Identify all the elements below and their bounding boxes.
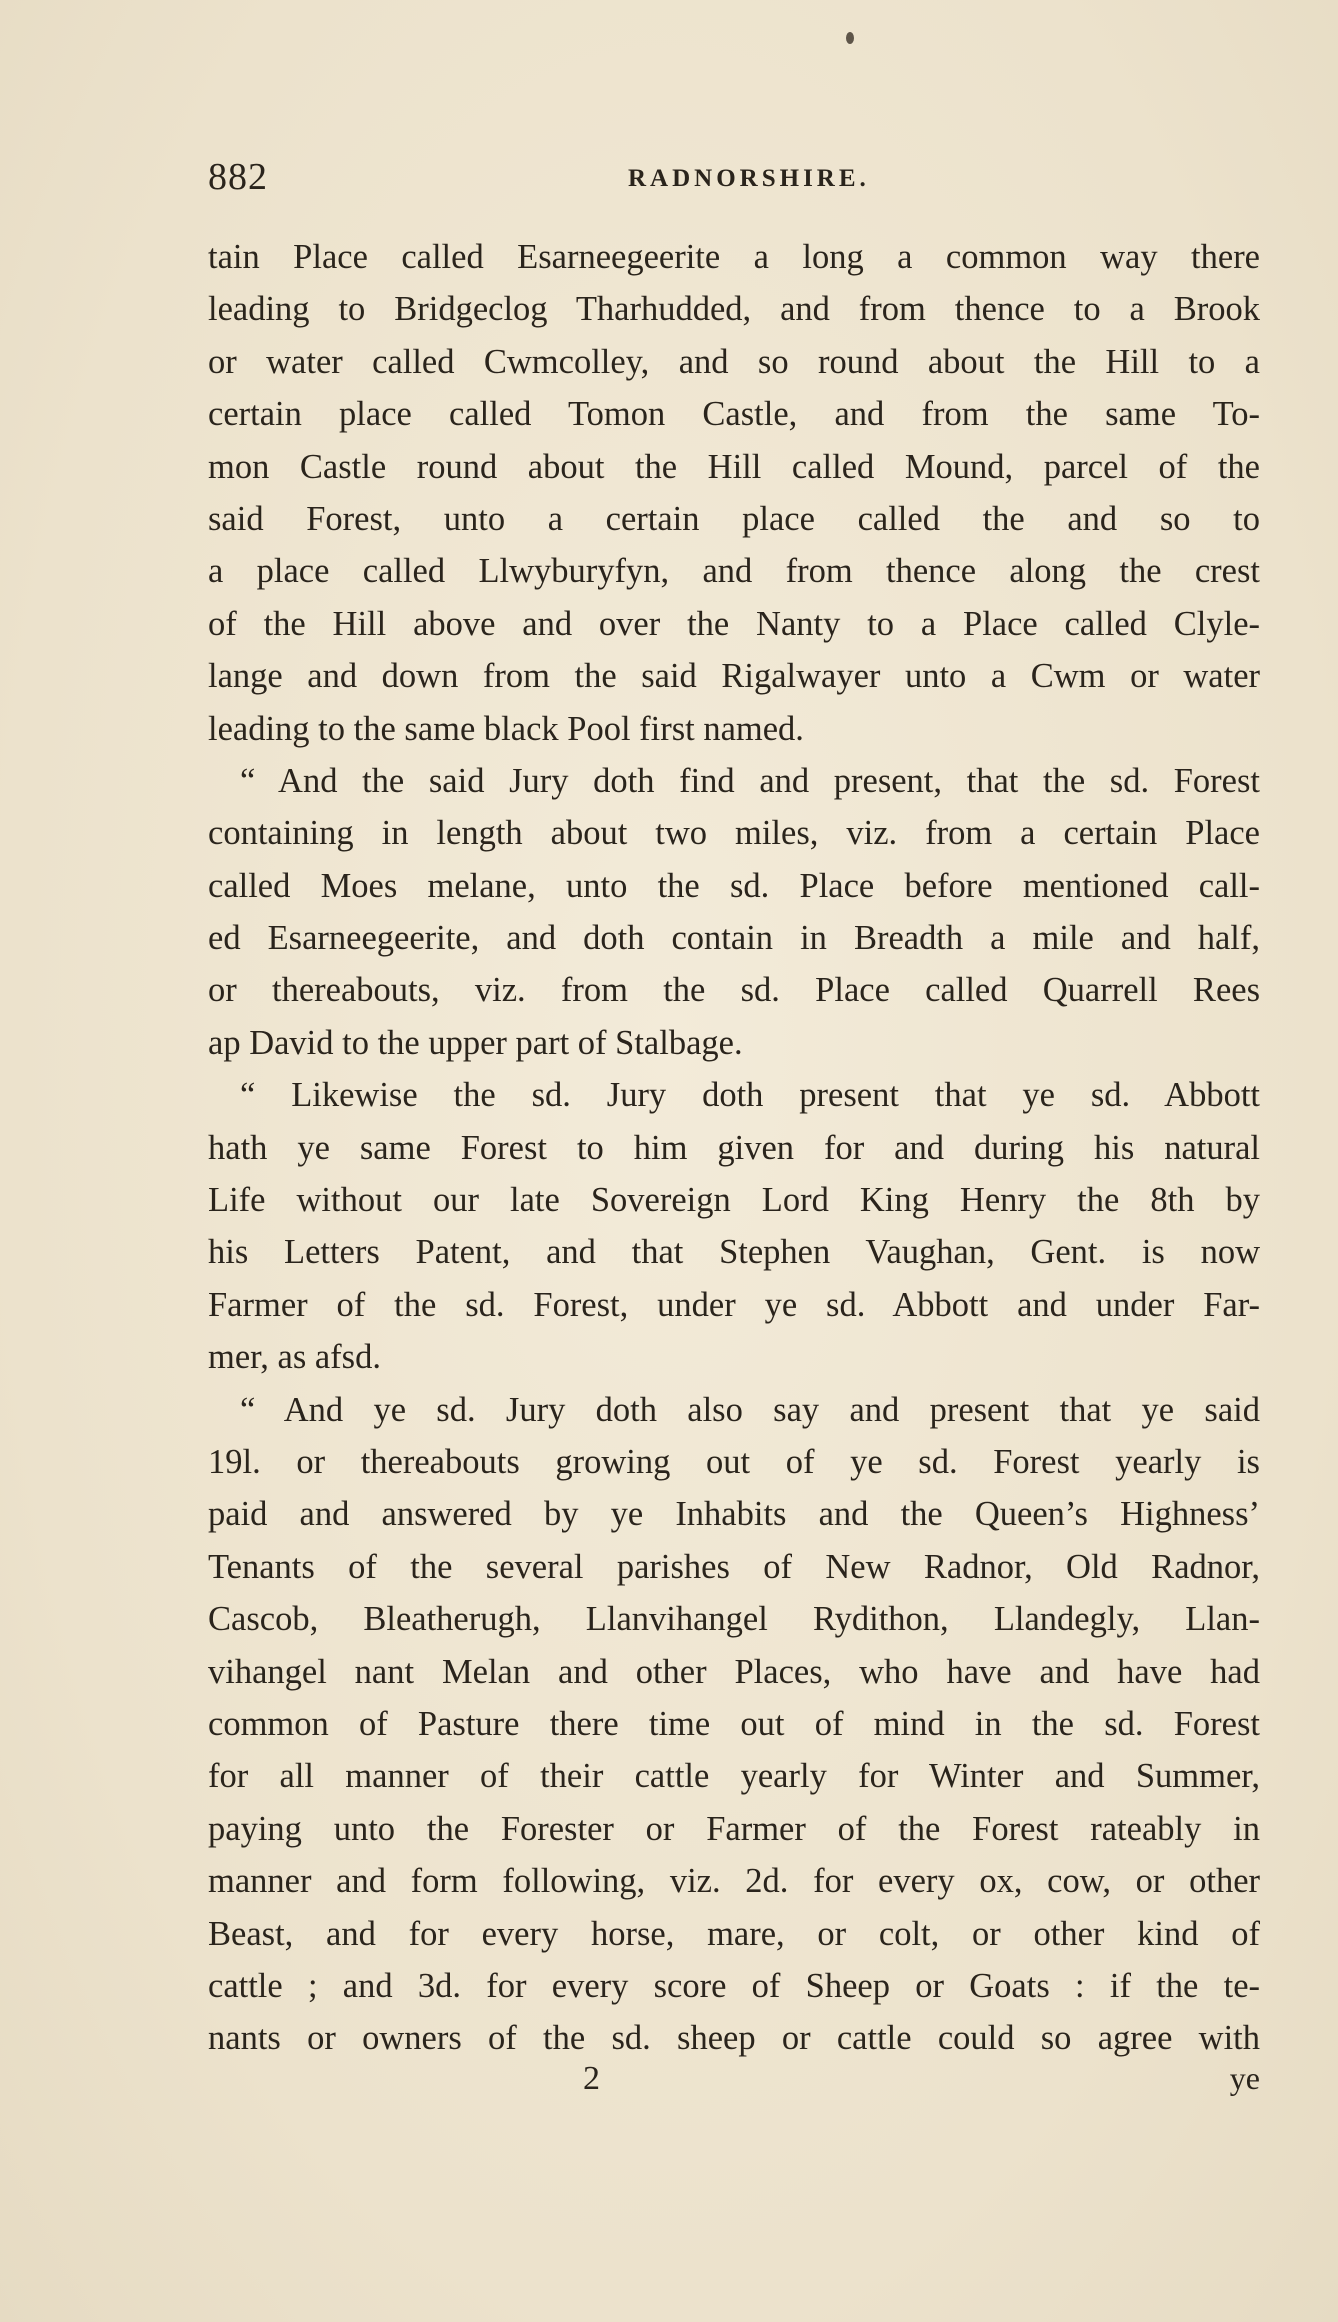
- text-line: of the Hill above and over the Nanty to a Place called Clyle-: [208, 604, 1260, 643]
- text-line: called Moes melane, unto the sd. Place before mentioned call-: [208, 866, 1260, 905]
- text-line: paid and answered by ye Inhabits and the Queen’s Highness’: [208, 1495, 1260, 1534]
- text-line: mer, as afsd.: [208, 1338, 381, 1377]
- text-line: mon Castle round about the Hill called Mound, parcel of the: [208, 447, 1260, 486]
- text-line: or water called Cwmcolley, and so round about the Hill to a: [208, 342, 1260, 381]
- running-head: RADNORSHIRE.: [628, 165, 870, 192]
- text-line: Farmer of the sd. Forest, under ye sd. Abbott and under Far-: [208, 1285, 1260, 1324]
- text-line: Tenants of the several parishes of New Radnor, Old Radnor,: [208, 1547, 1260, 1586]
- text-line: nants or owners of the sd. sheep or cattle could so agree with: [208, 2019, 1260, 2058]
- text-line: “ And the said Jury doth find and present, that the sd. Forest: [240, 761, 1260, 800]
- text-line: a place called Llwyburyfyn, and from thence along the crest: [208, 552, 1260, 591]
- signature-mark: 2: [583, 2060, 600, 2097]
- text-line: tain Place called Esarneegeerite a long a common way there: [208, 238, 1260, 276]
- text-line: common of Pasture there time out of mind in the sd. Forest: [208, 1704, 1260, 1743]
- text-line: ed Esarneegeerite, and doth contain in Breadth a mile and half,: [208, 919, 1260, 958]
- text-line: vihangel nant Melan and other Places, who have and have had: [208, 1652, 1260, 1691]
- text-line: lange and down from the said Rigalwayer unto a Cwm or water: [208, 657, 1260, 696]
- text-line: Beast, and for every horse, mare, or colt, or other kind of: [208, 1914, 1260, 1953]
- page-footer: [208, 2060, 1260, 2120]
- text-line: his Letters Patent, and that Stephen Vaughan, Gent. is now: [208, 1233, 1260, 1272]
- text-line: said Forest, unto a certain place called the and so to: [208, 499, 1260, 538]
- catchword: ye: [1229, 2060, 1260, 2096]
- text-line: 19l. or thereabouts growing out of ye sd. Forest yearly is: [208, 1442, 1260, 1481]
- text-line: leading to the same black Pool first named.: [208, 709, 804, 748]
- text-line: Cascob, Bleatherugh, Llanvihangel Rydithon, Llandegly, Llan-: [208, 1600, 1260, 1639]
- text-line: ap David to the upper part of Stalbage.: [208, 1023, 743, 1062]
- text-line: leading to Bridgeclog Tharhudded, and from thence to a Brook: [208, 290, 1260, 329]
- page-header: [208, 155, 1258, 215]
- text-line: Life without our late Sovereign Lord King Henry the 8th by: [208, 1181, 1260, 1220]
- body-text: [208, 231, 1260, 2065]
- text-line: for all manner of their cattle yearly for Winter and Summer,: [208, 1757, 1260, 1796]
- text-line: “ And ye sd. Jury doth also say and present that ye said: [240, 1390, 1260, 1429]
- text-line: hath ye same Forest to him given for and during his natural: [208, 1128, 1260, 1167]
- text-line: paying unto the Forester or Farmer of the Forest rateably in: [208, 1809, 1260, 1848]
- text-line: manner and form following, viz. 2d. for every ox, cow, or other: [208, 1862, 1260, 1901]
- text-line: cattle ; and 3d. for every score of Sheep or Goats : if the te-: [208, 1966, 1260, 2005]
- page-number: 882: [208, 156, 268, 198]
- text-line: containing in length about two miles, viz. from a certain Place: [208, 814, 1260, 853]
- ink-spot: [846, 32, 854, 44]
- text-line: or thereabouts, viz. from the sd. Place called Quarrell Rees: [208, 971, 1260, 1010]
- text-line: certain place called Tomon Castle, and from the same To-: [208, 395, 1260, 434]
- text-line: “ Likewise the sd. Jury doth present that ye sd. Abbott: [240, 1076, 1260, 1115]
